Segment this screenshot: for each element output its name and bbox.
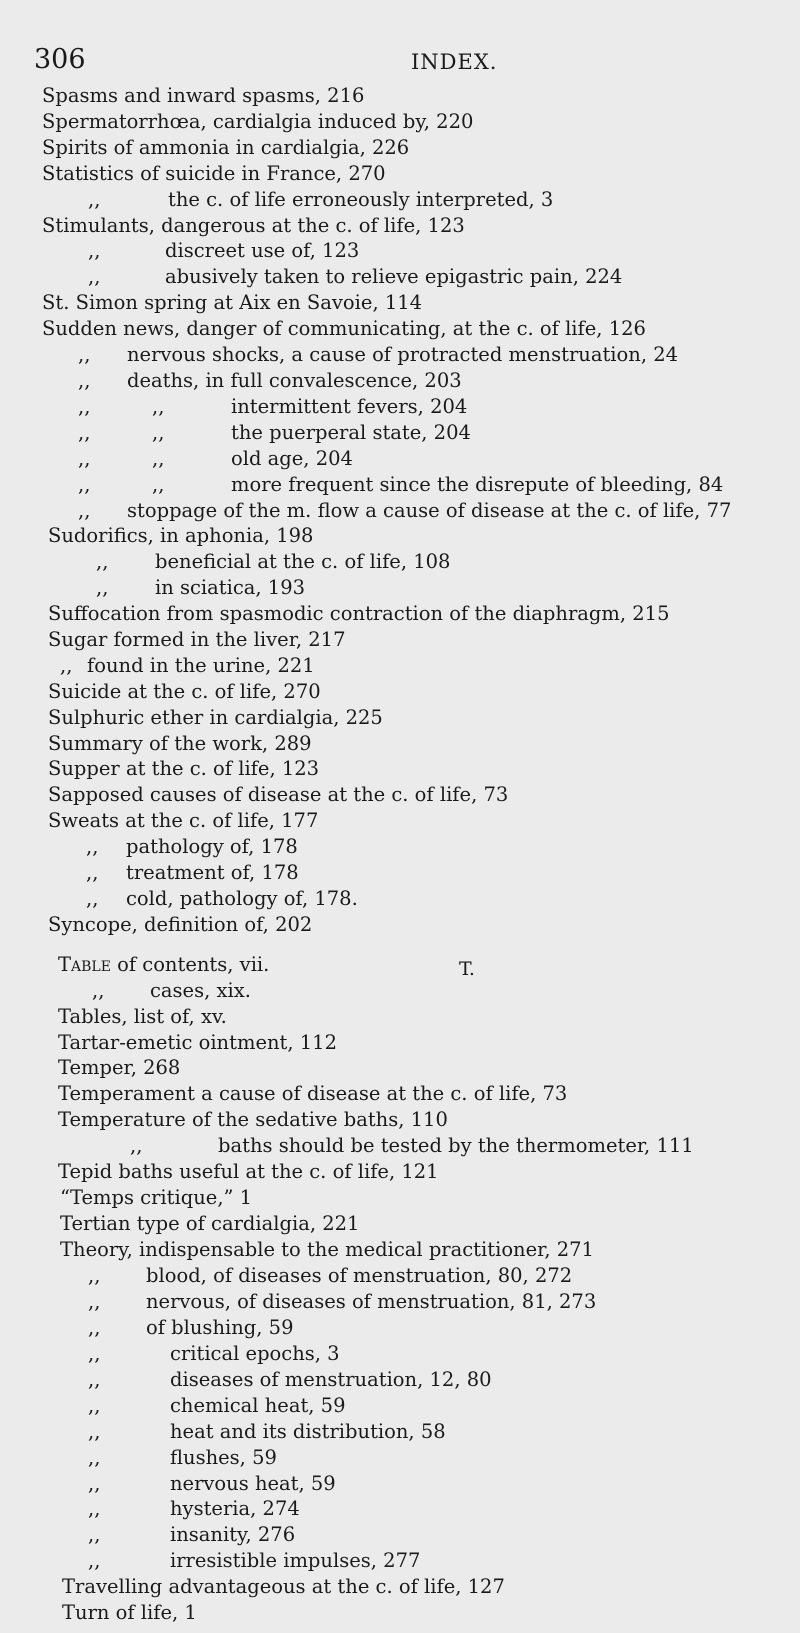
entry-text: cases, xix. — [150, 979, 251, 1002]
ditto-mark: ,, — [78, 343, 91, 366]
entry-text: more frequent since the disrepute of bleeding, 84 — [231, 473, 724, 496]
page-number: 306 — [34, 44, 86, 75]
ditto-mark: ,, — [88, 1394, 101, 1417]
entry-text: the puerperal state, 204 — [231, 421, 471, 444]
entry-text: Suicide at the c. of life, 270 — [48, 680, 321, 703]
entry-text: Theory, indispensable to the medical practitioner, 271 — [60, 1238, 594, 1261]
entry-text: irresistible impulses, 277 — [170, 1549, 421, 1572]
entry-text: Sudorifics, in aphonia, 198 — [48, 524, 314, 547]
entry-text: Sapposed causes of disease at the c. of life, 73 — [48, 783, 509, 806]
ditto-mark: ,, — [152, 473, 165, 496]
entry-headword: Table — [58, 953, 111, 976]
ditto-mark: ,, — [78, 421, 91, 444]
ditto-mark: ,, — [86, 887, 99, 910]
ditto-mark: ,, — [88, 1316, 101, 1339]
entry-text: blood, of diseases of menstruation, 80, 272 — [146, 1264, 573, 1287]
ditto-mark: ,, — [88, 1523, 101, 1546]
entry-text: nervous shocks, a cause of protracted menstruation, 24 — [127, 343, 679, 366]
entry-text: Temperament a cause of disease at the c. of life, 73 — [58, 1082, 568, 1105]
entry-text: Temper, 268 — [58, 1056, 181, 1079]
entry-text: nervous, of diseases of menstruation, 81, 273 — [146, 1290, 597, 1313]
entry-text: Sulphuric ether in cardialgia, 225 — [48, 706, 383, 729]
ditto-mark: ,, — [88, 1549, 101, 1572]
entry-text: insanity, 276 — [170, 1523, 296, 1546]
entry-text: Stimulants, dangerous at the c. of life, 123 — [42, 214, 465, 237]
ditto-mark: ,, — [88, 265, 101, 288]
ditto-mark: ,, — [88, 1290, 101, 1313]
entry-text: St. Simon spring at Aix en Savoie, 114 — [42, 291, 423, 314]
entry-text: Spermatorrhœa, cardialgia induced by, 220 — [42, 110, 474, 133]
entry-text: nervous heat, 59 — [170, 1472, 336, 1495]
ditto-mark: ,, — [88, 1446, 101, 1469]
entry-text: Spasms and inward spasms, 216 — [42, 84, 365, 107]
entry-rest: of contents, vii. — [110, 953, 270, 976]
ditto-mark: ,, — [78, 369, 91, 392]
ditto-mark: ,, — [88, 1420, 101, 1443]
entry-text — [58, 953, 269, 977]
entry-text: intermittent fevers, 204 — [231, 395, 468, 418]
entry-text: of blushing, 59 — [146, 1316, 294, 1339]
ditto-mark: ,, — [78, 473, 91, 496]
ditto-mark: ,, — [60, 654, 73, 677]
entry-text: Spirits of ammonia in cardialgia, 226 — [42, 136, 410, 159]
ditto-mark: ,, — [86, 835, 99, 858]
entry-text: stoppage of the m. flow a cause of disease at the c. of life, 77 — [127, 499, 732, 522]
entry-text: Sugar formed in the liver, 217 — [48, 628, 346, 651]
entry-text: Travelling advantageous at the c. of life, 127 — [62, 1575, 505, 1598]
entry-text: diseases of menstruation, 12, 80 — [170, 1368, 492, 1391]
entry-text: found in the urine, 221 — [87, 654, 315, 677]
ditto-mark: ,, — [88, 1342, 101, 1365]
entry-text: cold, pathology of, 178. — [126, 887, 358, 910]
entry-text: in sciatica, 193 — [155, 576, 306, 599]
ditto-mark: ,, — [92, 979, 105, 1002]
ditto-mark: ,, — [86, 861, 99, 884]
entry-text: Tertian type of cardialgia, 221 — [60, 1212, 360, 1235]
running-title: INDEX. — [411, 50, 498, 74]
ditto-mark: ,, — [152, 447, 165, 470]
entry-text: “Temps critique,” 1 — [60, 1186, 253, 1209]
entry-text: Summary of the work, 289 — [48, 732, 312, 755]
entry-text: deaths, in full convalescence, 203 — [127, 369, 462, 392]
ditto-mark: ,, — [88, 1368, 101, 1391]
entry-text: abusively taken to relieve epigastric pain, 224 — [165, 265, 623, 288]
entry-text: Sweats at the c. of life, 177 — [48, 809, 319, 832]
entry-text: Tartar-emetic ointment, 112 — [58, 1031, 337, 1054]
entry-text: critical epochs, 3 — [170, 1342, 340, 1365]
entry-text: Turn of life, 1 — [62, 1601, 197, 1624]
ditto-mark: ,, — [152, 395, 165, 418]
section-letter: T. — [459, 958, 475, 980]
ditto-mark: ,, — [88, 1264, 101, 1287]
entry-text: chemical heat, 59 — [170, 1394, 346, 1417]
entry-text: hysteria, 274 — [170, 1497, 300, 1520]
ditto-mark: ,, — [88, 239, 101, 262]
ditto-mark: ,, — [78, 499, 91, 522]
ditto-mark: ,, — [96, 576, 109, 599]
ditto-mark: ,, — [152, 421, 165, 444]
entry-text: Statistics of suicide in France, 270 — [42, 162, 386, 185]
entry-text: discreet use of, 123 — [165, 239, 360, 262]
entry-text: baths should be tested by the thermometer, 111 — [218, 1134, 694, 1157]
ditto-mark: ,, — [96, 550, 109, 573]
entry-text: pathology of, 178 — [126, 835, 298, 858]
entry-text: Temperature of the sedative baths, 110 — [58, 1108, 448, 1131]
entry-text: Suffocation from spasmodic contraction of the diaphragm, 215 — [48, 602, 670, 625]
ditto-mark: ,, — [78, 447, 91, 470]
ditto-mark: ,, — [88, 188, 101, 211]
ditto-mark: ,, — [78, 395, 91, 418]
entry-text: Supper at the c. of life, 123 — [48, 757, 320, 780]
entry-text: Tables, list of, xv. — [58, 1005, 227, 1028]
entry-text: Sudden news, danger of communicating, at the c. of life, 126 — [42, 317, 646, 340]
entry-text: old age, 204 — [231, 447, 353, 470]
ditto-mark: ,, — [88, 1497, 101, 1520]
entry-text: beneficial at the c. of life, 108 — [155, 550, 451, 573]
entry-text: the c. of life erroneously interpreted, 3 — [168, 188, 554, 211]
ditto-mark: ,, — [130, 1134, 143, 1157]
entry-text: Syncope, definition of, 202 — [48, 913, 313, 936]
entry-text: heat and its distribution, 58 — [170, 1420, 446, 1443]
ditto-mark: ,, — [88, 1472, 101, 1495]
entry-text: treatment of, 178 — [126, 861, 299, 884]
entry-text: flushes, 59 — [170, 1446, 277, 1469]
entry-text: Tepid baths useful at the c. of life, 121 — [58, 1160, 439, 1183]
